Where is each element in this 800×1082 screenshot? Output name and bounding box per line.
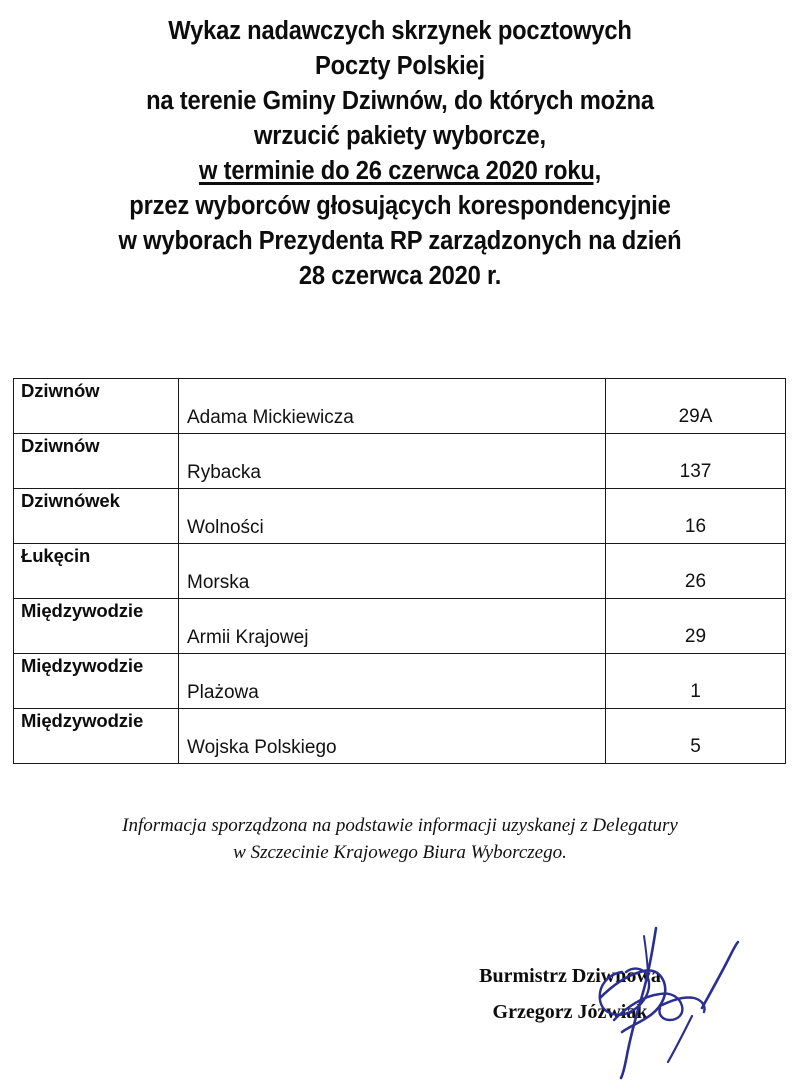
street-label: Rybacka (187, 462, 261, 483)
table-row (14, 654, 786, 709)
heading-line-deadline: w terminie do 26 czerwca 2020 roku, (198, 157, 602, 185)
locality-label: Międzywodzie (21, 600, 144, 621)
locality-cell (14, 544, 179, 599)
street-cell (179, 654, 606, 709)
number-cell (606, 544, 786, 599)
street-label: Morska (187, 572, 250, 593)
footnote (0, 812, 800, 866)
locality-label: Dziwnówek (21, 490, 120, 511)
heading-line-6: przez wyborców głosujących korespondencyjnie (129, 192, 671, 220)
signature-block (400, 958, 740, 1030)
heading-line-3: na terenie Gminy Dziwnów, do których można (146, 87, 654, 115)
table-row (14, 489, 786, 544)
street-label: Armii Krajowej (187, 627, 309, 648)
number-label: 16 (684, 516, 707, 537)
locality-cell (14, 434, 179, 489)
page-title (0, 14, 800, 294)
footnote-line-1: Informacja sporządzona na podstawie informacji uzyskanej z Delegatury (122, 815, 678, 836)
mailbox-table (13, 378, 785, 764)
table-row (14, 544, 786, 599)
heading-line-1: Wykaz nadawczych skrzynek pocztowych (168, 17, 632, 45)
street-cell (179, 379, 606, 434)
heading-line-4: wrzucić pakiety wyborcze, (254, 122, 546, 150)
heading-line-2: Poczty Polskiej (315, 52, 485, 80)
street-cell (179, 434, 606, 489)
number-cell (606, 599, 786, 654)
mailbox-table-body (13, 378, 786, 764)
locality-label: Łukęcin (21, 545, 91, 566)
table-row (14, 434, 786, 489)
heading-line-7: w wyborach Prezydenta RP zarządzonych na dzień (118, 227, 682, 255)
footnote-line-2: w Szczecinie Krajowego Biura Wyborczego. (233, 842, 567, 863)
street-cell (179, 599, 606, 654)
locality-label: Dziwnów (21, 380, 100, 401)
number-cell (606, 489, 786, 544)
locality-cell (14, 654, 179, 709)
street-label: Wolności (187, 517, 264, 538)
locality-cell (14, 709, 179, 764)
street-label: Adama Mickiewicza (187, 407, 354, 428)
number-label: 1 (690, 681, 701, 702)
street-cell (179, 544, 606, 599)
number-cell (606, 709, 786, 764)
locality-label: Międzywodzie (21, 655, 144, 676)
locality-cell (14, 379, 179, 434)
locality-label: Dziwnów (21, 435, 100, 456)
number-cell (606, 434, 786, 489)
street-cell (179, 489, 606, 544)
signature-title: Burmistrz Dziwnowa (479, 965, 661, 987)
locality-cell (14, 489, 179, 544)
number-label: 26 (684, 571, 707, 592)
table-row (14, 379, 786, 434)
number-cell (606, 379, 786, 434)
heading-line-8: 28 czerwca 2020 r. (298, 262, 502, 290)
table-row (14, 599, 786, 654)
signature-name: Grzegorz Józwiak (492, 1001, 648, 1023)
number-cell (606, 654, 786, 709)
number-label: 137 (679, 461, 712, 482)
locality-label: Międzywodzie (21, 710, 144, 731)
locality-cell (14, 599, 179, 654)
street-label: Plażowa (187, 682, 259, 703)
table-row (14, 709, 786, 764)
street-label: Wojska Polskiego (187, 737, 337, 758)
number-label: 5 (690, 736, 701, 757)
street-cell (179, 709, 606, 764)
number-label: 29A (678, 406, 713, 427)
number-label: 29 (684, 626, 707, 647)
